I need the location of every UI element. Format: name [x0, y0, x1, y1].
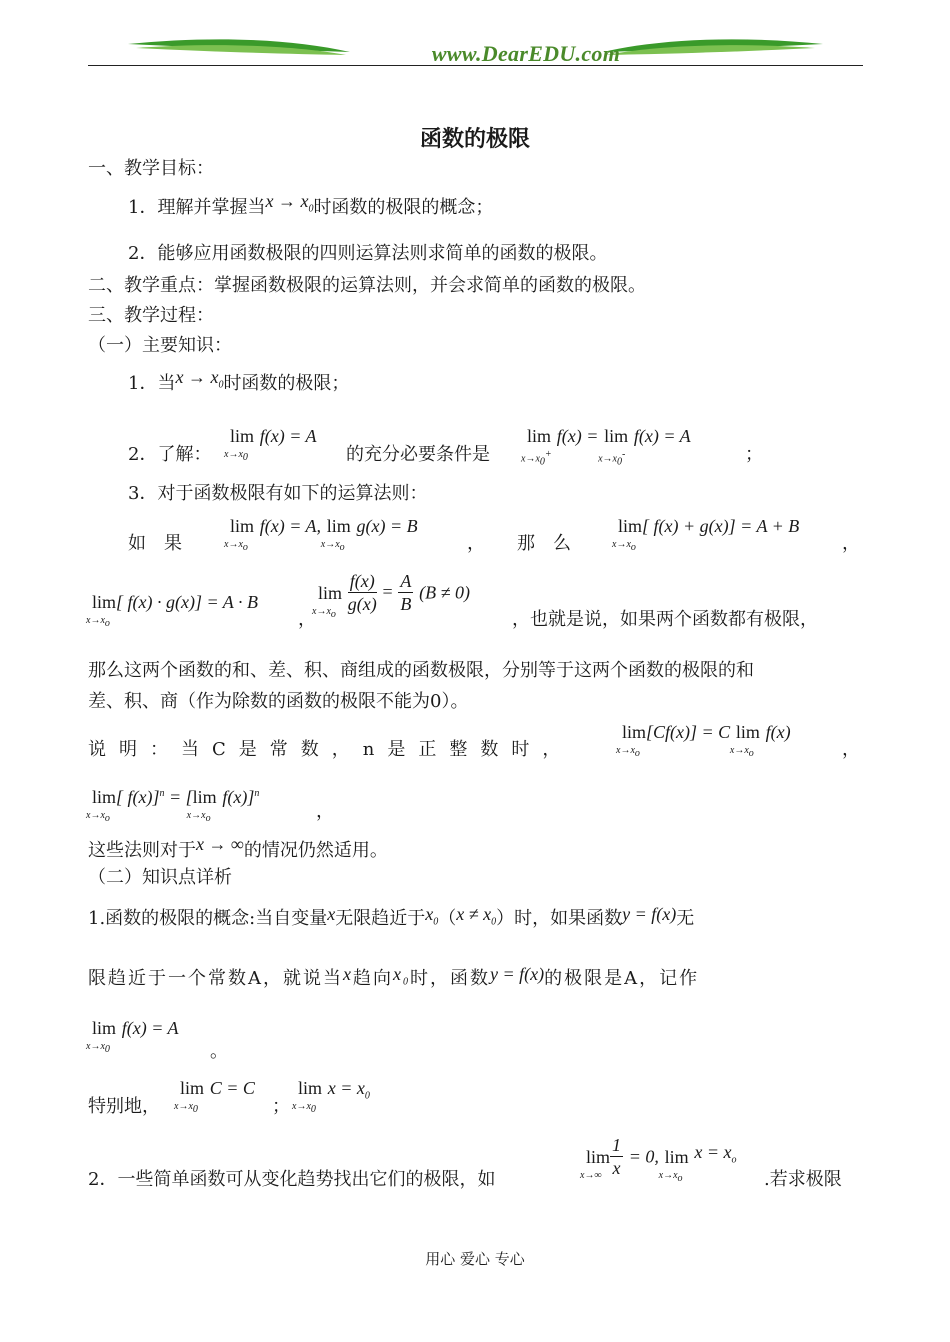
knowledge-2-mid: 的充分必要条件是: [346, 444, 490, 465]
special-label: 特别地，: [88, 1096, 160, 1117]
formula-constant: lim $x\to x_o$ [Cf(x)] = C lim $x\to x_o$ f(x): [616, 722, 791, 759]
note-constant-comma: ，: [842, 739, 860, 760]
formula-power-comma: ，: [316, 801, 334, 822]
simple-functions: 2．一些简单函数可从变化趋势找出它们的极限，如: [88, 1169, 496, 1190]
knowledge-3: 3．对于函数极限有如下的运算法则：: [128, 483, 428, 504]
knowledge-2-label: 2．了解：: [128, 444, 212, 465]
goal-1: 1．理解并掌握当$x \to x_0$时函数的极限的概念；: [128, 191, 494, 218]
site-logo[interactable]: www.DearEDU.com: [431, 41, 621, 66]
goal-2: 2．能够应用函数极限的四则运算法则求简单的函数的极限。: [128, 243, 608, 264]
rule-then: 那 么: [517, 533, 571, 554]
para-1: 那么这两个函数的和、差、积、商组成的函数极限，分别等于这两个函数的极限的和: [88, 660, 754, 681]
header-rule: [88, 65, 863, 66]
knowledge-1: 1．当$x \to x_0$时函数的极限；: [128, 367, 350, 394]
rule-if: 如 果: [128, 533, 182, 554]
subsection-main: （一）主要知识：: [88, 335, 232, 356]
simple-functions-end: .若求极限: [764, 1169, 842, 1190]
para-2: 差、积、商（作为除数的函数的极限不能为0）。: [88, 691, 469, 712]
note-infinity: 这些法则对于x → ∞的情况仍然适用。: [88, 834, 388, 861]
formula-limit-def: lim $x\to x_0$ f(x) = A: [224, 426, 317, 463]
section-process: 三、教学过程：: [88, 305, 214, 326]
page-title: 函数的极限: [419, 126, 530, 152]
formula-notation: lim $x\to x_0$ f(x) = A: [86, 1018, 179, 1055]
formula-sum: lim $x\to x_o$ [ f(x) + g(x)] = A + B: [612, 516, 800, 553]
formula-limit-x: lim $x\to x_0$ $x = x_0$: [292, 1078, 370, 1115]
formula-simple: lim x→∞ $\frac{1}{x}$ = 0, lim $x\to x_o$ $x = x_o$: [580, 1135, 737, 1184]
formula-product: lim $x\to x_o$ [ f(x) · g(x)] = A · B: [86, 592, 258, 629]
formula-if: lim $x\to x_o$ f(x) = A, lim $x\to x_o$ g(x) = B: [224, 516, 418, 553]
concept-line-2: 限趋近于一个常数A，就说当x趋向$x_0$时，函数y = f(x)的极限是A，记作: [88, 964, 700, 989]
special-sep: ；: [272, 1096, 290, 1117]
section-goals: 一、教学目标：: [88, 158, 214, 179]
page-footer: 用心 爱心 专心: [425, 1250, 525, 1268]
concept-line-1: 1.函数的极限的概念:当自变量x无限趋近于$x_0(x \ne x_0)$时，如果函数y = f(x)无: [88, 904, 695, 929]
note-constant: 说明：当C是常数，n是正整数时，: [88, 739, 574, 760]
page-header: [88, 30, 863, 70]
formula-limit-const: lim $x\to x_0$ C = C: [174, 1078, 255, 1115]
rule-product-comma: ，: [298, 609, 316, 630]
rule-explain: ，也就是说，如果两个函数都有极限，: [512, 609, 818, 630]
formula-quotient: lim $x\to x_o$ $\frac{f(x)}{g(x)}$ = $\frac{A}{B}$ (B ≠ 0): [312, 571, 470, 620]
section-focus: 二、教学重点：掌握函数极限的运算法则，并会求简单的函数的极限。: [88, 275, 646, 296]
notation-period: 。: [210, 1041, 228, 1062]
rule-if-comma: ，: [467, 533, 485, 554]
formula-power: lim $x\to x_o$ [ f(x)]$^n$ = [lim $x\to x_o$ f(x)]$^n$: [86, 787, 260, 824]
subsection-detail: （二）知识点详析: [88, 867, 232, 888]
knowledge-2-end: ；: [745, 444, 763, 465]
formula-one-sided: lim $x\to x_0^+$ f(x) = lim $x\to x_0^-$ f(x) = A: [521, 426, 691, 468]
rule-sum-comma: ，: [842, 533, 860, 554]
